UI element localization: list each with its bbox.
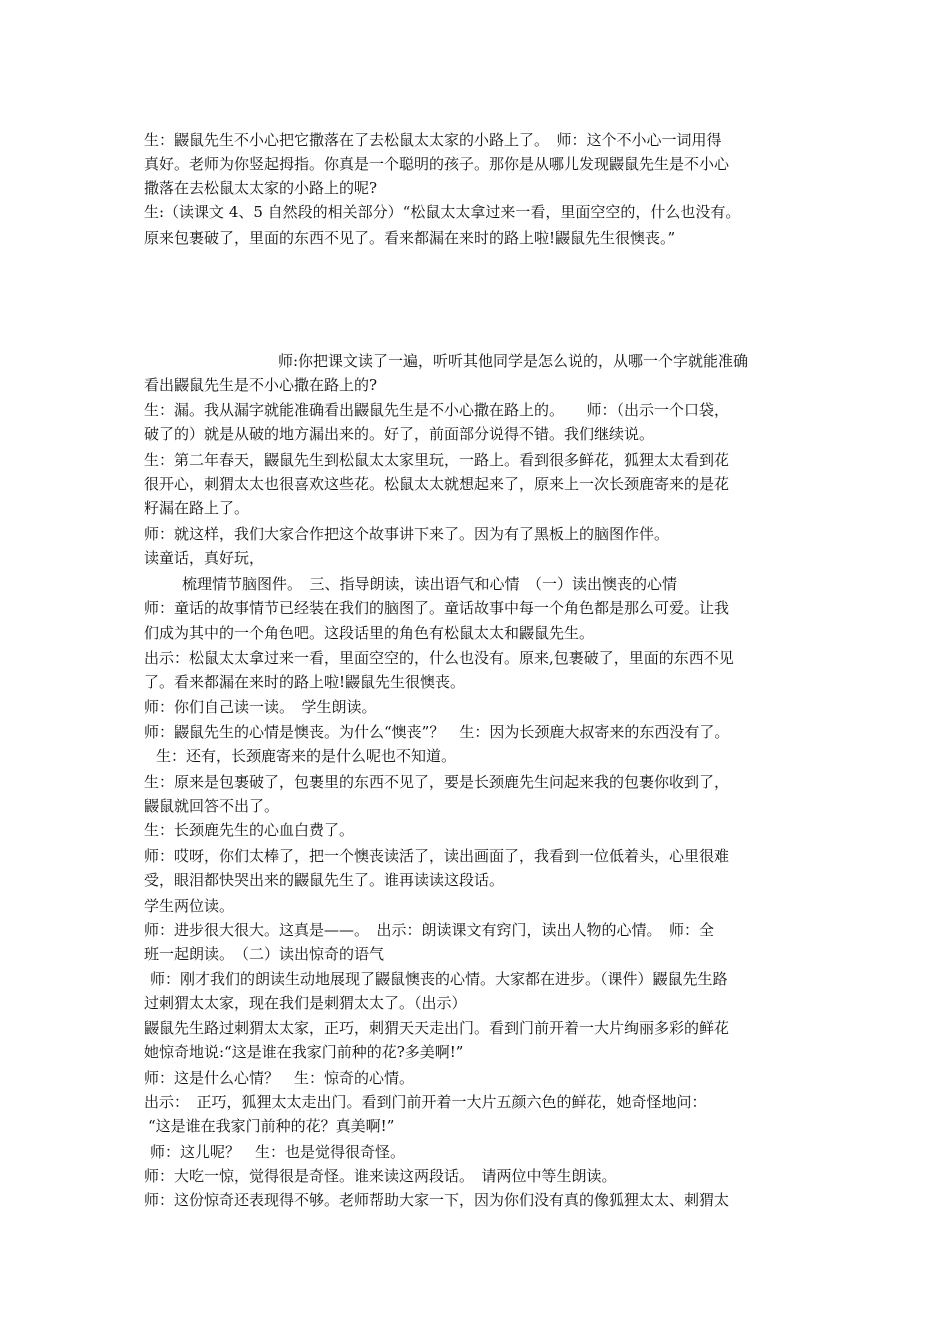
- text-line: 师：这是什么心情？ 生：惊奇的心情。: [144, 1069, 415, 1087]
- text-line: 生：漏。我从漏字就能准确看出鼹鼠先生是不小心撒在路上的。 师：（出示一个口袋，: [144, 401, 730, 419]
- text-line: 师：你们自己读一读。 学生朗读。: [144, 698, 377, 716]
- text-line: 师：鼹鼠先生的心情是懊丧。为什么“懊丧”？ 生：因为长颈鹿大叔寄来的东西没有了。: [144, 723, 730, 741]
- text-line: 师：刚才我们的朗读生动地展现了鼹鼠懊丧的心情。大家都在进步。（课件）鼹鼠先生路: [150, 970, 728, 988]
- text-line: 了。看来都漏在来时的路上啦!鼹鼠先生很懊丧。: [144, 673, 466, 691]
- text-line: 班一起朗读。 （二）读出惊奇的语气: [144, 945, 385, 963]
- text-line: 师：大吃一惊，觉得很是奇怪。谁来读这两段话。 请两位中等生朗读。: [144, 1167, 617, 1185]
- text-line: 师：这儿呢？ 生：也是觉得很奇怪。: [150, 1143, 406, 1161]
- text-line: 生：鼹鼠先生不小心把它撒落在了去松鼠太太家的小路上了。 师：这个不小心一词用得: [144, 131, 722, 149]
- text-line: 师：就这样，我们大家合作把这个故事讲下来了。因为有了黑板上的脑图作伴。: [144, 525, 670, 543]
- text-line: 师:你把课文读了一遍，听听其他同学是怎么说的，从哪一个字就能准确: [278, 352, 749, 370]
- text-line: 师：童话的故事情节已经装在我们的脑图了。童话故事中每一个角色都是那么可爱。让我: [144, 599, 730, 617]
- text-line: 出示： 正巧，狐狸太太走出门。看到门前开着一大片五颜六色的鲜花，她奇怪地问：: [144, 1093, 707, 1111]
- text-line: 学生两位读。: [144, 897, 235, 915]
- text-line: 师：哎呀，你们太棒了，把一个懊丧读活了，读出画面了，我看到一位低着头，心里很难: [144, 847, 730, 865]
- text-line: 生：第二年春天，鼹鼠先生到松鼠太太家里玩，一路上。看到很多鲜花，狐狸太太看到花: [144, 451, 730, 469]
- text-line: 们成为其中的一个角色吧。这段话里的角色有松鼠太太和鼹鼠先生。: [144, 624, 595, 642]
- text-line: 生：长颈鹿先生的心血白费了。: [144, 821, 355, 839]
- text-line: 她惊奇地说:“这是谁在我家门前种的花?多美啊!”: [144, 1043, 464, 1061]
- text-line: 原来包裹破了，里面的东西不见了。看来都漏在来时的路上啦!鼹鼠先生很懊丧。”: [144, 229, 676, 247]
- text-line: 很开心，刺猬太太也很喜欢这些花。松鼠太太就想起来了，原来上一次长颈鹿寄来的是花: [144, 475, 730, 493]
- text-line: 真好。老师为你竖起拇指。你真是一个聪明的孩子。那你是从哪儿发现鼹鼠先生是不小心: [144, 155, 730, 173]
- text-line: 出示：松鼠太太拿过来一看，里面空空的，什么也没有。原来,包裹破了，里面的东西不见: [144, 649, 734, 667]
- text-line: 撒落在去松鼠太太家的小路上的呢?: [144, 179, 378, 197]
- text-line: 过刺猬太太家，现在我们是刺猬太太了。（出示）: [144, 994, 467, 1012]
- text-line: 生:（读课文 4、5 自然段的相关部分）“松鼠太太拿过来一看，里面空空的，什么也没有。: [144, 203, 741, 221]
- text-line: 梳理情节脑图件。 三、指导朗读，读出语气和心情 （一）读出懊丧的心情: [182, 575, 678, 593]
- text-line: 破了的）就是从破的地方漏出来的。好了，前面部分说得不错。我们继续说。: [144, 425, 655, 443]
- text-line: 籽漏在路上了。: [144, 499, 250, 517]
- text-line: 读童话，真好玩，: [144, 549, 265, 567]
- text-line: “这是谁在我家门前种的花？真美啊!”: [148, 1117, 395, 1135]
- text-line: 师：这份惊奇还表现得不够。老师帮助大家一下，因为你们没有真的像狐狸太太、刺猬太: [144, 1191, 730, 1209]
- text-line: 看出鼹鼠先生是不小心撒在路上的?: [144, 376, 378, 394]
- text-line: 受，眼泪都快哭出来的鼹鼠先生了。谁再读读这段话。: [144, 871, 505, 889]
- text-line: 鼹鼠就回答不出了。: [144, 797, 280, 815]
- text-line: 生：原来是包裹破了，包裹里的东西不见了，要是长颈鹿先生问起来我的包裹你收到了，: [144, 773, 730, 791]
- text-line: 师：进步很大很大。这真是——。 出示：朗读课文有窍门，读出人物的心情。 师：全: [144, 921, 715, 939]
- text-line: 鼹鼠先生路过刺猬太太家，正巧，刺猬天天走出门。看到门前开着一大片绚丽多彩的鲜花: [144, 1019, 730, 1037]
- text-line: 生：还有，长颈鹿寄来的是什么呢也不知道。: [156, 747, 457, 765]
